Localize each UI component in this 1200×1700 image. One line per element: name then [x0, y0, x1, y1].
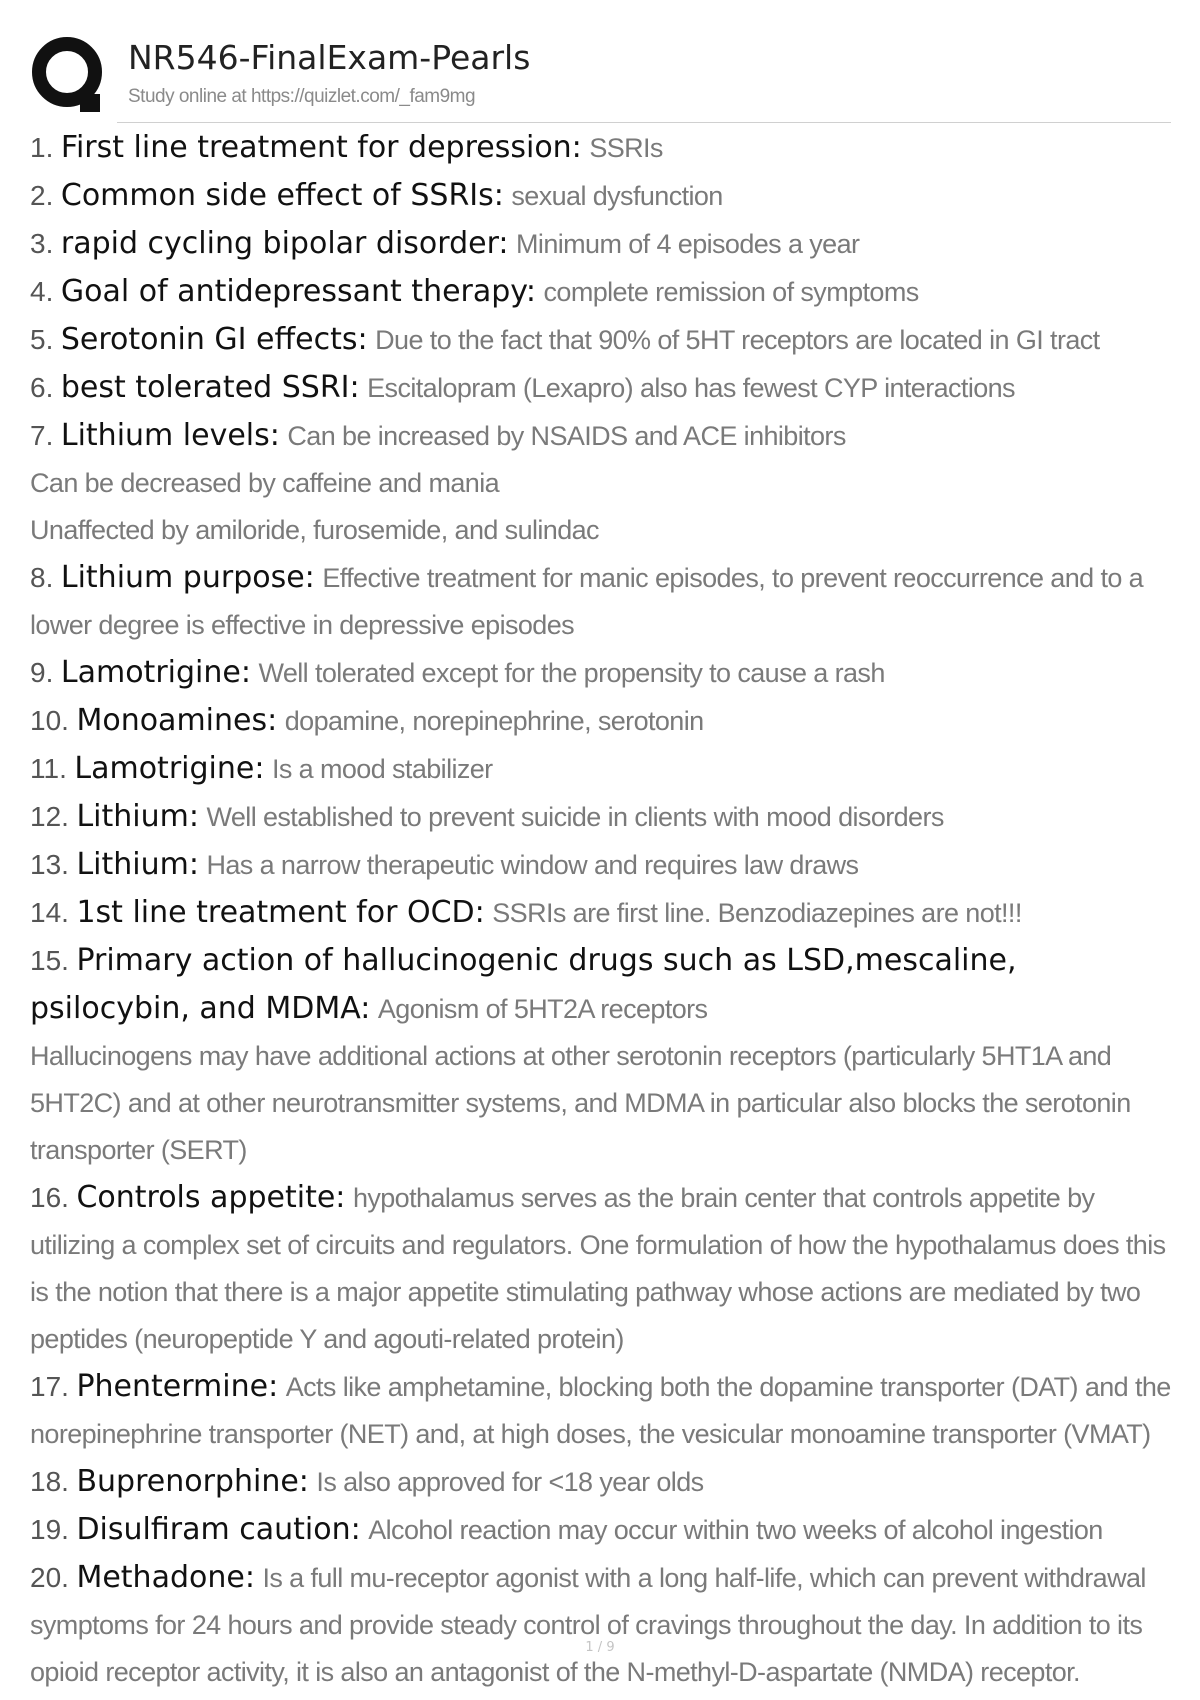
flashcard-item — [30, 268, 1180, 316]
flashcard-term: Lithium: — [76, 847, 199, 882]
flashcard-item — [30, 1363, 1180, 1458]
flashcard-item — [30, 697, 1180, 745]
flashcard-number: 11. — [30, 753, 67, 784]
flashcard-definition: Well established to prevent suicide in clients with mood disorders — [206, 802, 944, 832]
flashcard-item — [30, 937, 1180, 1174]
flashcard-term: rapid cycling bipolar disorder: — [60, 226, 509, 261]
flashcard-term: Lithium purpose: — [60, 560, 315, 595]
flashcard-item — [30, 124, 1180, 172]
flashcard-term: Disulfiram caution: — [76, 1512, 361, 1547]
quizlet-logo-icon — [30, 34, 110, 120]
flashcard-number: 20. — [30, 1562, 69, 1593]
flashcard-list — [30, 124, 1180, 1696]
flashcard-term: 1st line treatment for OCD: — [76, 895, 485, 930]
flashcard-item — [30, 1554, 1180, 1696]
flashcard-item — [30, 316, 1180, 364]
flashcard-number: 10. — [30, 705, 69, 736]
flashcard-number: 15. — [30, 945, 69, 976]
document-title: NR546-FinalExam-Pearls — [128, 38, 531, 77]
flashcard-definition: SSRIs are first line. Benzodiazepines are not!!! — [492, 898, 1022, 928]
flashcard-item — [30, 412, 1180, 554]
flashcard-number: 17. — [30, 1371, 69, 1402]
flashcard-number: 16. — [30, 1182, 69, 1213]
flashcard-definition: Agonism of 5HT2A receptors Hallucinogens may have additional actions at other serotonin receptors (particularly 5HT1A and 5HT2C) and at other neurotransmitter systems, and MDMA in particular also blocks the serotonin transporter (SERT) — [30, 994, 1131, 1165]
flashcard-definition: hypothalamus serves as the brain center that controls appetite by utilizing a complex set of circuits and regulators. One formulation of how the hypothalamus does this is the notion that there is a major appetite stimulating pathway whose actions are mediated by two peptides (neuropeptide Y and agouti-related protein) — [30, 1183, 1166, 1354]
flashcard-item — [30, 745, 1180, 793]
flashcard-term: Goal of antidepressant therapy: — [60, 274, 536, 309]
flashcard-item — [30, 172, 1180, 220]
flashcard-term: best tolerated SSRI: — [60, 370, 360, 405]
flashcard-definition: SSRIs — [589, 133, 663, 163]
flashcard-item — [30, 554, 1180, 649]
flashcard-number: 2. — [30, 180, 54, 211]
flashcard-item — [30, 649, 1180, 697]
flashcard-number: 5. — [30, 324, 54, 355]
flashcard-item — [30, 841, 1180, 889]
flashcard-item — [30, 889, 1180, 937]
flashcard-number: 4. — [30, 276, 54, 307]
flashcard-number: 9. — [30, 657, 54, 688]
flashcard-definition: Due to the fact that 90% of 5HT receptors are located in GI tract — [375, 325, 1100, 355]
flashcard-number: 8. — [30, 562, 54, 593]
header — [30, 34, 1180, 124]
flashcard-term: Common side effect of SSRIs: — [60, 178, 504, 213]
flashcard-term: Lithium levels: — [60, 418, 280, 453]
flashcard-term: Phentermine: — [76, 1369, 279, 1404]
flashcard-term: Methadone: — [76, 1560, 255, 1595]
flashcard-number: 19. — [30, 1514, 69, 1545]
flashcard-definition: Is a mood stabilizer — [271, 754, 493, 784]
flashcard-item — [30, 1506, 1180, 1554]
flashcard-term: Buprenorphine: — [76, 1464, 309, 1499]
flashcard-term: Lamotrigine: — [74, 751, 265, 786]
flashcard-number: 1. — [30, 132, 54, 163]
flashcard-number: 18. — [30, 1466, 69, 1497]
flashcard-number: 7. — [30, 420, 54, 451]
flashcard-definition: Escitalopram (Lexapro) also has fewest CYP interactions — [367, 373, 1015, 403]
flashcard-number: 14. — [30, 897, 69, 928]
flashcard-definition: Has a narrow therapeutic window and requires law draws — [206, 850, 859, 880]
flashcard-definition: dopamine, norepinephrine, serotonin — [284, 706, 704, 736]
flashcard-term: Controls appetite: — [76, 1180, 346, 1215]
flashcard-number: 13. — [30, 849, 69, 880]
flashcard-number: 6. — [30, 372, 54, 403]
flashcard-term: Lamotrigine: — [60, 655, 251, 690]
document-subtitle: Study online at https://quizlet.com/_fam9mg — [128, 86, 476, 107]
flashcard-term: Monoamines: — [76, 703, 278, 738]
flashcard-definition: Minimum of 4 episodes a year — [516, 229, 860, 259]
flashcard-term: First line treatment for depression: — [60, 130, 582, 165]
flashcard-item — [30, 220, 1180, 268]
flashcard-term: Lithium: — [76, 799, 199, 834]
flashcard-term: Primary action of hallucinogenic drugs such as LSD,mescaline, psilocybin, and MDMA: — [30, 943, 1017, 1026]
flashcard-definition: Can be increased by NSAIDS and ACE inhibitors Can be decreased by caffeine and mania Unaffected by amiloride, furosemide, and sulindac — [30, 421, 846, 545]
flashcard-definition: Is also approved for <18 year olds — [316, 1467, 704, 1497]
flashcard-definition: Acts like amphetamine, blocking both the dopamine transporter (DAT) and the norepinephrine transporter (NET) and, at high doses, the vesicular monoamine transporter (VMAT) — [30, 1372, 1171, 1449]
flashcard-definition: Effective treatment for manic episodes, to prevent reoccurrence and to a lower degree is effective in depressive episodes — [30, 563, 1144, 640]
flashcard-definition: complete remission of symptoms — [543, 277, 919, 307]
flashcard-item — [30, 1458, 1180, 1506]
flashcard-number: 12. — [30, 801, 69, 832]
page-number: 1 / 9 — [585, 1640, 615, 1655]
flashcard-item — [30, 1174, 1180, 1363]
flashcard-definition: Alcohol reaction may occur within two weeks of alcohol ingestion — [368, 1515, 1103, 1545]
flashcard-definition: Well tolerated except for the propensity to cause a rash — [258, 658, 885, 688]
flashcard-definition: sexual dysfunction — [511, 181, 723, 211]
flashcard-definition: Is a full mu-receptor agonist with a long half-life, which can prevent withdrawal symptoms for 24 hours and provide steady control of cravings throughout the day. In addition to its opioid receptor activity, it is also an antagonist of the N-methyl-D-aspartate (NMDA) receptor. — [30, 1563, 1146, 1687]
flashcard-item — [30, 364, 1180, 412]
flashcard-number: 3. — [30, 228, 54, 259]
flashcard-term: Serotonin GI effects: — [60, 322, 368, 357]
flashcard-item — [30, 793, 1180, 841]
header-divider — [117, 122, 1171, 123]
